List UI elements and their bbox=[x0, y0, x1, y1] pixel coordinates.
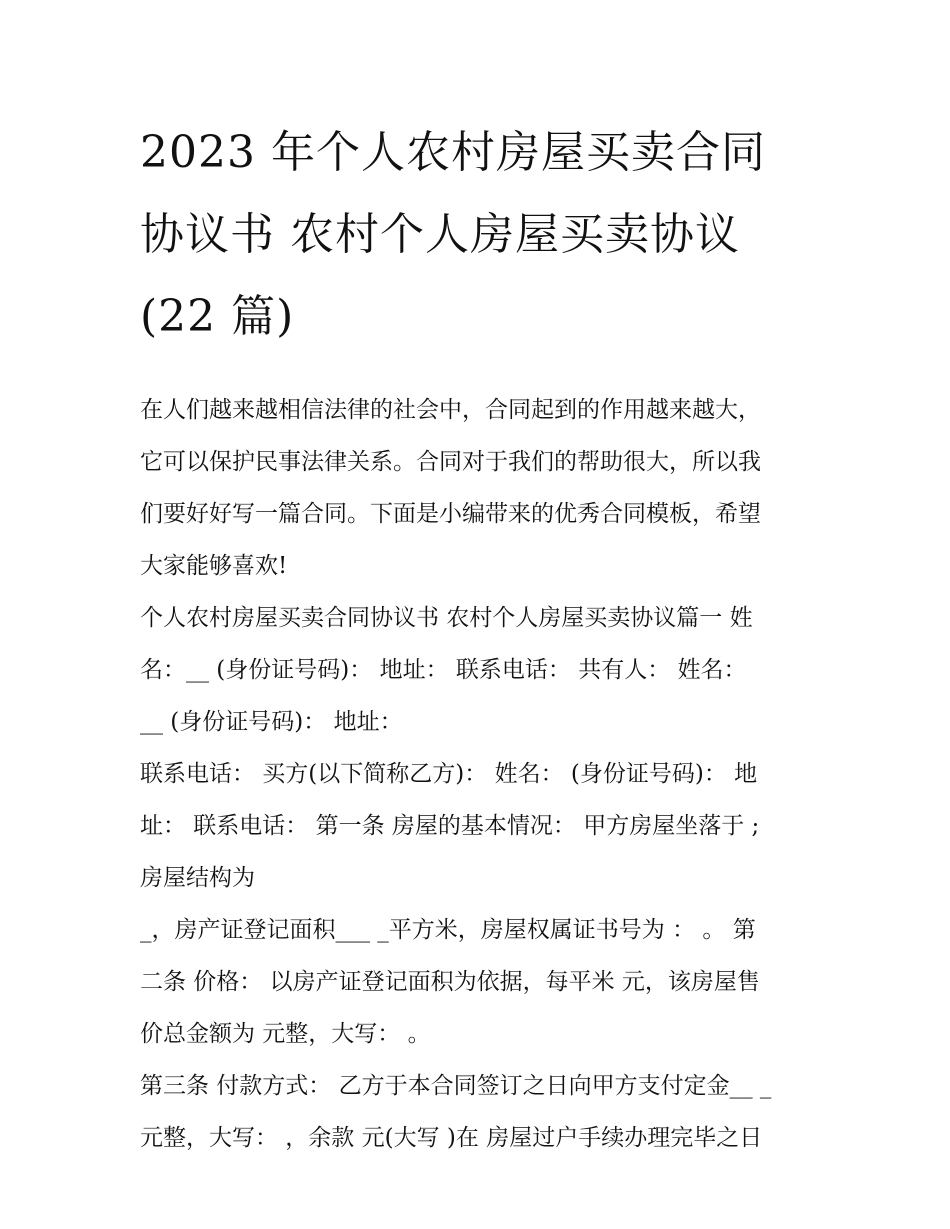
document-page bbox=[140, 112, 815, 1164]
text-line: 们要好好写一篇合同。下面是小编带来的优秀合同模板，希望 bbox=[140, 501, 761, 527]
text-line: 它可以保护民事法律关系。合同对于我们的帮助很大，所以我 bbox=[140, 449, 761, 475]
text-line: 址： 联系电话： 第一条 房屋的基本情况： 甲方房屋坐落于 ; bbox=[140, 813, 760, 839]
title-line: (22 篇) bbox=[140, 291, 295, 342]
text-line: _，房产证登记面积___ _平方米，房屋权属证书号为 ： 。 第 bbox=[140, 917, 756, 943]
text-line: 个人农村房屋买卖合同协议书 农村个人房屋买卖协议篇一 姓 bbox=[140, 605, 753, 631]
text-line: 房屋结构为 bbox=[140, 865, 255, 891]
text-line: 价总金额为 元整，大写： 。 bbox=[140, 1021, 431, 1047]
text-line: 在人们越来越相信法律的社会中，合同起到的作用越来越大， bbox=[140, 397, 761, 423]
paragraph-seller-info bbox=[140, 592, 815, 748]
document-body bbox=[140, 384, 815, 1164]
title-line: 2023 年个人农村房屋买卖合同 bbox=[140, 127, 766, 178]
paragraph-buyer-info bbox=[140, 748, 815, 904]
paragraph-area-price bbox=[140, 904, 815, 1060]
text-line: 名：__ (身份证号码)： 地址： 联系电话： 共有人： 姓名： bbox=[140, 657, 747, 683]
text-line: 联系电话： 买方(以下简称乙方)： 姓名： (身份证号码)： 地 bbox=[140, 761, 758, 787]
text-line: 二条 价格： 以房产证登记面积为依据，每平米 元，该房屋售 bbox=[140, 969, 760, 995]
document-title bbox=[140, 112, 815, 358]
title-line: 协议书 农村个人房屋买卖协议 bbox=[140, 209, 740, 260]
paragraph-intro bbox=[140, 384, 815, 592]
text-line: 元整，大写： ，余款 元(大写 )在 房屋过户手续办理完毕之日 bbox=[140, 1125, 763, 1151]
text-line: 大家能够喜欢! bbox=[140, 553, 288, 579]
paragraph-payment bbox=[140, 1060, 815, 1164]
text-line: 第三条 付款方式： 乙方于本合同签订之日向甲方支付定金__ _ bbox=[140, 1073, 772, 1099]
text-line: __ (身份证号码)： 地址： bbox=[140, 709, 403, 735]
